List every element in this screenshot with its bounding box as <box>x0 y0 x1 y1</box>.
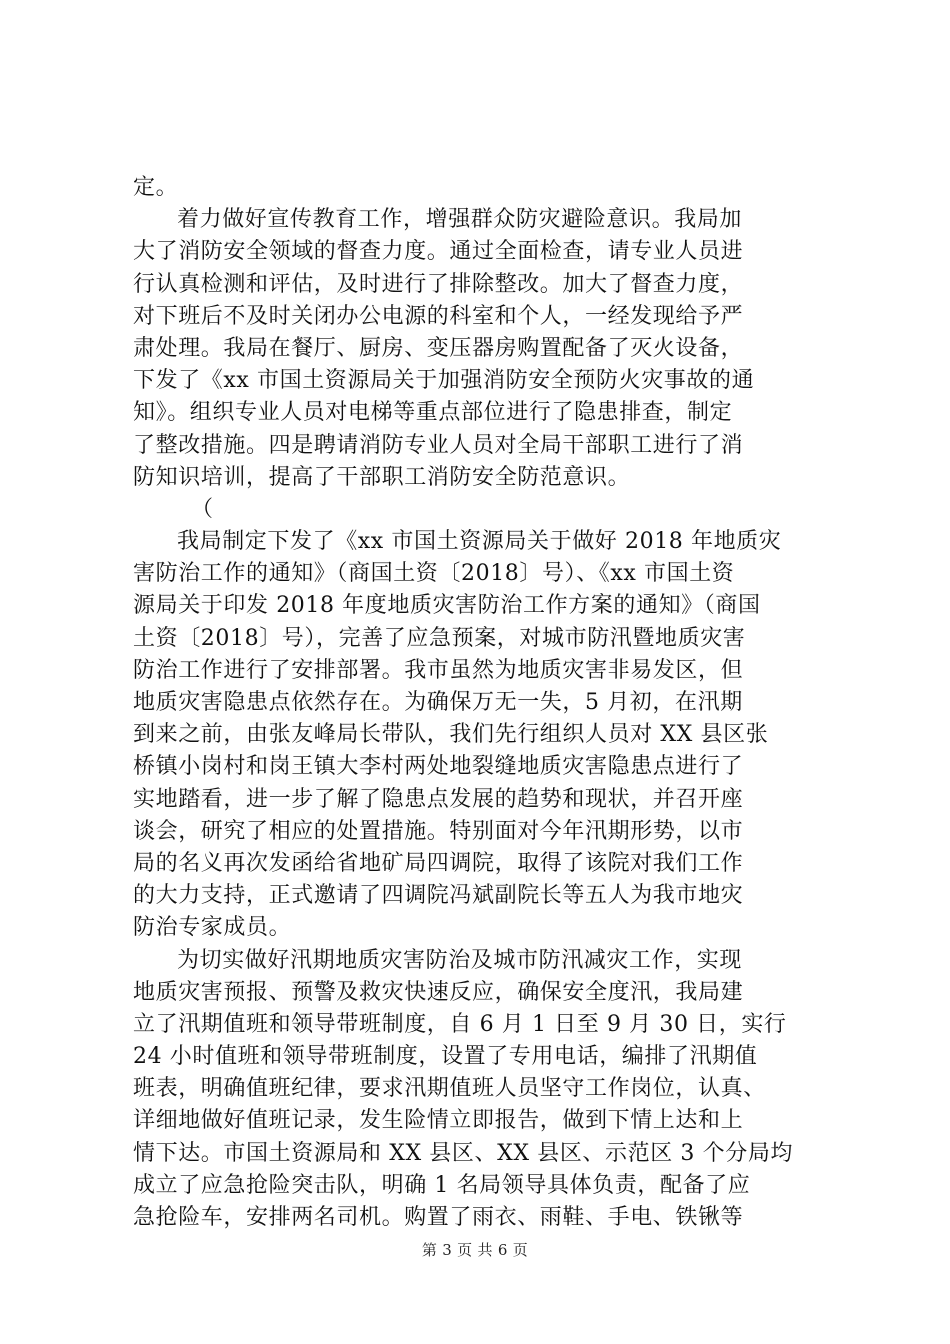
text-line: 源局关于印发 2018 年度地质灾害防治工作方案的通知》（商国 <box>133 593 761 619</box>
text-line: 定。 <box>133 175 179 200</box>
text-line: 防知识培训，提高了干部职工消防安全防范意识。 <box>133 464 631 490</box>
text-line: 对下班后不及时关闭办公电源的科室和个人，一经发现给予严 <box>133 303 744 329</box>
text-line: 桥镇小岗村和岗王镇大李村两处地裂缝地质灾害隐患点进行了 <box>133 754 744 780</box>
text-line: 实地踏看，进一步了解了隐患点发展的趋势和现状，并召开座 <box>133 786 744 812</box>
text-line: 大了消防安全领域的督查力度。通过全面检查，请专业人员进 <box>133 239 744 265</box>
text-line: 班表，明确值班纪律，要求汛期值班人员坚守工作岗位，认真、 <box>133 1076 766 1102</box>
text-line: 防治工作进行了安排部署。我市虽然为地质灾害非易发区，但 <box>133 657 744 683</box>
text-line: 到来之前，由张友峰局长带队，我们先行组织人员对 XX 县区张 <box>133 722 769 748</box>
text-line: 成立了应急抢险突击队，明确 1 名局领导具体负责，配备了应 <box>133 1172 751 1198</box>
text-line: 害防治工作的通知》（商国土资〔2018〕号）、《xx 市国土资 <box>133 561 735 587</box>
text-line: 24 小时值班和领导带班制度，设置了专用电话，编排了汛期值 <box>133 1044 758 1070</box>
paragraph-start-line: 为切实做好汛期地质灾害防治及城市防汛减灾工作，实现 <box>177 947 743 973</box>
text-line: 下发了《xx 市国土资源局关于加强消防安全预防火灾事故的通 <box>133 368 755 394</box>
text-line: 局的名义再次发函给省地矿局四调院，取得了该院对我们工作 <box>133 850 744 876</box>
text-line: 知》。组织专业人员对电梯等重点部位进行了隐患排查，制定 <box>133 400 733 426</box>
text-line: 地质灾害预报、预警及救灾快速反应，确保安全度汛，我局建 <box>133 979 744 1005</box>
text-line: 土资〔2018〕号），完善了应急预案，对城市防汛暨地质灾害 <box>133 625 746 651</box>
section-marker-line: （ <box>191 496 214 522</box>
text-line: 详细地做好值班记录，发生险情立即报告，做到下情上达和上 <box>133 1108 744 1134</box>
text-line: 行认真检测和评估，及时进行了排除整改。加大了督查力度， <box>133 271 744 297</box>
text-line: 情下达。市国土资源局和 XX 县区、XX 县区、示范区 3 个分局均 <box>133 1140 794 1166</box>
text-line: 立了汛期值班和领导带班制度，自 6 月 1 日至 9 月 30 日，实行 <box>133 1011 787 1037</box>
paragraph-start-line: 着力做好宣传教育工作，增强群众防灾避险意识。我局加 <box>177 207 743 233</box>
document-body <box>133 172 833 1234</box>
text-line: 的大力支持，正式邀请了四调院冯斌副院长等五人为我市地灾 <box>133 883 744 909</box>
text-line: 肃处理。我局在餐厅、厨房、变压器房购置配备了灭火设备， <box>133 335 744 361</box>
text-line: 地质灾害隐患点依然存在。为确保万无一失，5 月初，在汛期 <box>133 690 743 715</box>
text-line: 急抢险车，安排两名司机。购置了雨衣、雨鞋、手电、铁锹等 <box>133 1205 744 1230</box>
text-line: 了整改措施。四是聘请消防专业人员对全局干部职工进行了消 <box>133 432 744 458</box>
paragraph-start-line: 我局制定下发了《xx 市国土资源局关于做好 2018 年地质灾 <box>177 529 782 555</box>
page-number-footer: 第 3 页 共 6 页 <box>421 1241 529 1259</box>
text-line: 防治专家成员。 <box>133 915 292 941</box>
text-line: 谈会，研究了相应的处置措施。特别面对今年汛期形势，以市 <box>133 818 744 844</box>
